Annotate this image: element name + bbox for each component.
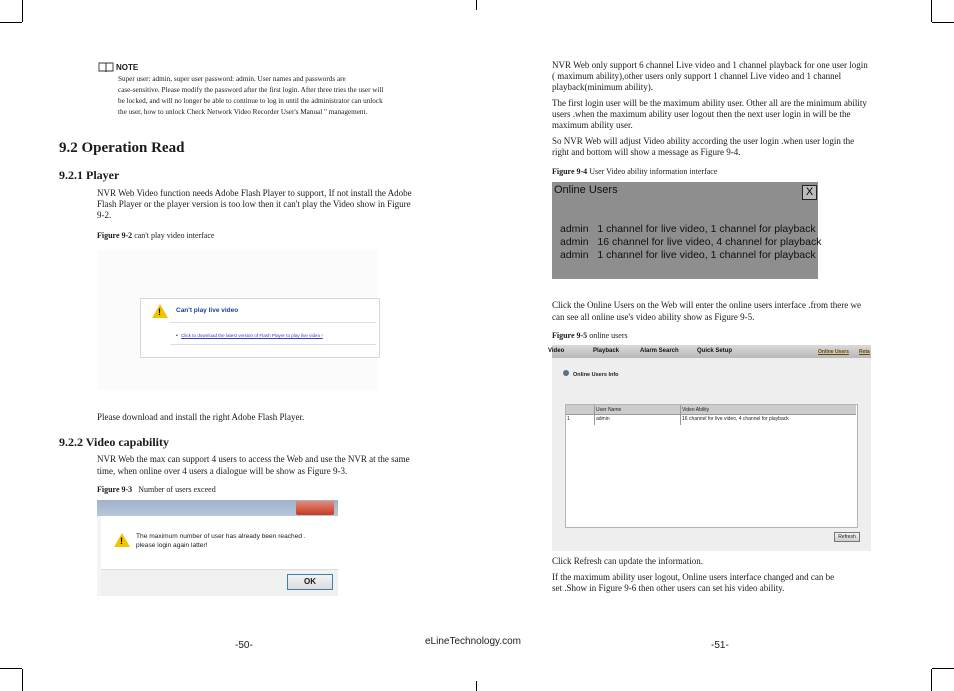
download-instruction: Please download and install the right Adobe Flash Player. (97, 412, 305, 422)
crop-mark (932, 668, 954, 669)
figure-caption (97, 485, 216, 494)
paragraph-line: So NVR Web will adjust Video ability according the user login .when user login the (552, 136, 855, 146)
figure-label: Figure 9-5 (552, 331, 588, 340)
flash-error-heading: Can't play live video (176, 307, 239, 314)
nav-online-users-link[interactable]: Online Users (818, 349, 849, 355)
capability-paragraph-line: time, when online over 4 users a dialogue will be show as Figure 9-3. (97, 466, 348, 476)
paragraph-line: users .when the maximum ability user logout then the next user login in will be the (552, 109, 851, 119)
player-paragraph-line: NVR Web Video function needs Adobe Flash Player to support, If not install the Adobe (97, 188, 412, 198)
paragraph-line: maximum ability user. (552, 120, 633, 130)
flash-error-divider (170, 322, 376, 323)
info-title: Online Users Info (573, 372, 619, 378)
online-user-row: admin 16 channel for live video, 4 channel for playback (560, 236, 822, 248)
online-user-row: admin 1 channel for live video, 1 channel for playback (560, 249, 816, 261)
figure-caption-text: can't play video interface (134, 231, 215, 240)
column-divider (594, 405, 595, 425)
crop-mark (476, 681, 477, 691)
player-title: 9.2.1 Player (59, 168, 120, 182)
book-icon (98, 60, 114, 71)
figure-caption-text: User Video ability information interface (589, 167, 718, 176)
nav-playback[interactable]: Playback (593, 348, 620, 354)
user-limit-dialog (97, 500, 338, 596)
figure-caption-text: online users (589, 331, 628, 340)
bullet: • (176, 333, 178, 339)
column-header-user: User Name (596, 407, 622, 413)
section-title: 9.2 Operation Read (59, 140, 185, 156)
intro-paragraph-line: ( maximum ability),other users only support 1 channel Live video and 1 channel (552, 71, 842, 81)
note-label: NOTE (116, 63, 139, 72)
crop-mark (476, 0, 477, 10)
figure-label: Figure 9-2 (97, 231, 133, 240)
crop-mark (932, 22, 954, 23)
nav-video[interactable]: Video (548, 348, 565, 354)
figure-label: Figure 9-4 (552, 167, 588, 176)
figure-caption (552, 331, 628, 340)
figure-caption (97, 231, 214, 240)
capability-paragraph-line: NVR Web the max can support 4 users to access the Web and use the NVR at the same (97, 454, 410, 464)
paragraph-line: Click the Online Users on the Web will enter the online users interface .from there we (552, 300, 862, 310)
crop-mark (931, 669, 932, 691)
note-line: Super user: admin, super user password: admin. User names and passwords are (118, 75, 346, 83)
dialog-message-line: please login again latter! (136, 542, 208, 549)
column-divider (680, 405, 681, 425)
paragraph-line: If the maximum ability user logout, Online users interface changed and can be (552, 572, 835, 582)
note-line: case-sensitive. Please modify the password after the first login. After three tries the user will (118, 86, 384, 94)
crop-mark (22, 669, 23, 691)
row-user: admin (596, 416, 610, 422)
note-line: the user, how to unlock Check Network Video Recorder User's Manual " management. (118, 108, 368, 116)
warning-mark: ! (158, 307, 161, 317)
paragraph-line: can see all online use's video ability show as Figure 9-5. (552, 312, 755, 322)
paragraph-line: right and bottom will show a message as Figure 9-4. (552, 147, 741, 157)
crop-mark (0, 668, 22, 669)
intro-paragraph-line: NVR Web only support 6 channel Live video and 1 channel playback for one user login (552, 60, 868, 70)
flash-error-divider (170, 344, 376, 345)
note-line: be locked, and will no longer be able to continue to log in until the administrator can unlock (118, 97, 383, 105)
row-index: 1 (567, 416, 570, 422)
paragraph-line: set .Show in Figure 9-6 then other users can set his video ability. (552, 583, 785, 593)
close-icon[interactable]: X (802, 185, 817, 200)
intro-paragraph-line: playback(minimum ability). (552, 82, 653, 92)
page-number-left: -50- (235, 640, 253, 651)
crop-mark (931, 0, 932, 22)
online-user-row: admin 1 channel for live video, 1 channel for playback (560, 223, 816, 235)
flash-download-link[interactable]: Click to download the latest version of Flash Player to play live video ! (181, 333, 323, 338)
player-paragraph-line: 9-2. (97, 210, 112, 220)
nav-reta-link[interactable]: Reta (859, 349, 870, 355)
users-table (565, 404, 858, 528)
nav-quick-setup[interactable]: Quick Setup (697, 348, 733, 354)
player-paragraph-line: Flash Player or the player version is too low then it can't play the Video show in Figure (97, 199, 411, 209)
column-header-ability: Video Ability (682, 407, 710, 413)
crop-mark (0, 22, 22, 23)
crop-mark (22, 0, 23, 22)
row-ability: 16 channel for live video, 4 channel for playback (682, 416, 789, 422)
figure-label: Figure 9-3 (97, 485, 133, 494)
dialog-message-line: The maximum number of user has already been reached . (136, 533, 306, 540)
info-icon (563, 370, 569, 376)
close-button[interactable] (296, 501, 334, 515)
ok-button[interactable]: OK (287, 574, 333, 590)
refresh-instruction: Click Refresh can update the information. (552, 556, 703, 566)
web-nav-bar (548, 345, 871, 358)
figure-caption (552, 167, 717, 176)
nav-alarm-search[interactable]: Alarm Search (640, 348, 679, 354)
paragraph-line: The first login user will be the maximum ability user. Other all are the minimum ability (552, 98, 867, 108)
popup-title: Online Users (554, 184, 618, 196)
footer-website: eLineTechnology.com (425, 636, 521, 647)
video-capability-title: 9.2.2 Video capability (59, 435, 170, 449)
warning-mark: ! (120, 536, 123, 546)
page-number-right: -51- (711, 640, 729, 651)
figure-caption-text: Number of users exceed (138, 485, 216, 494)
refresh-button[interactable]: Refresh (834, 532, 860, 542)
